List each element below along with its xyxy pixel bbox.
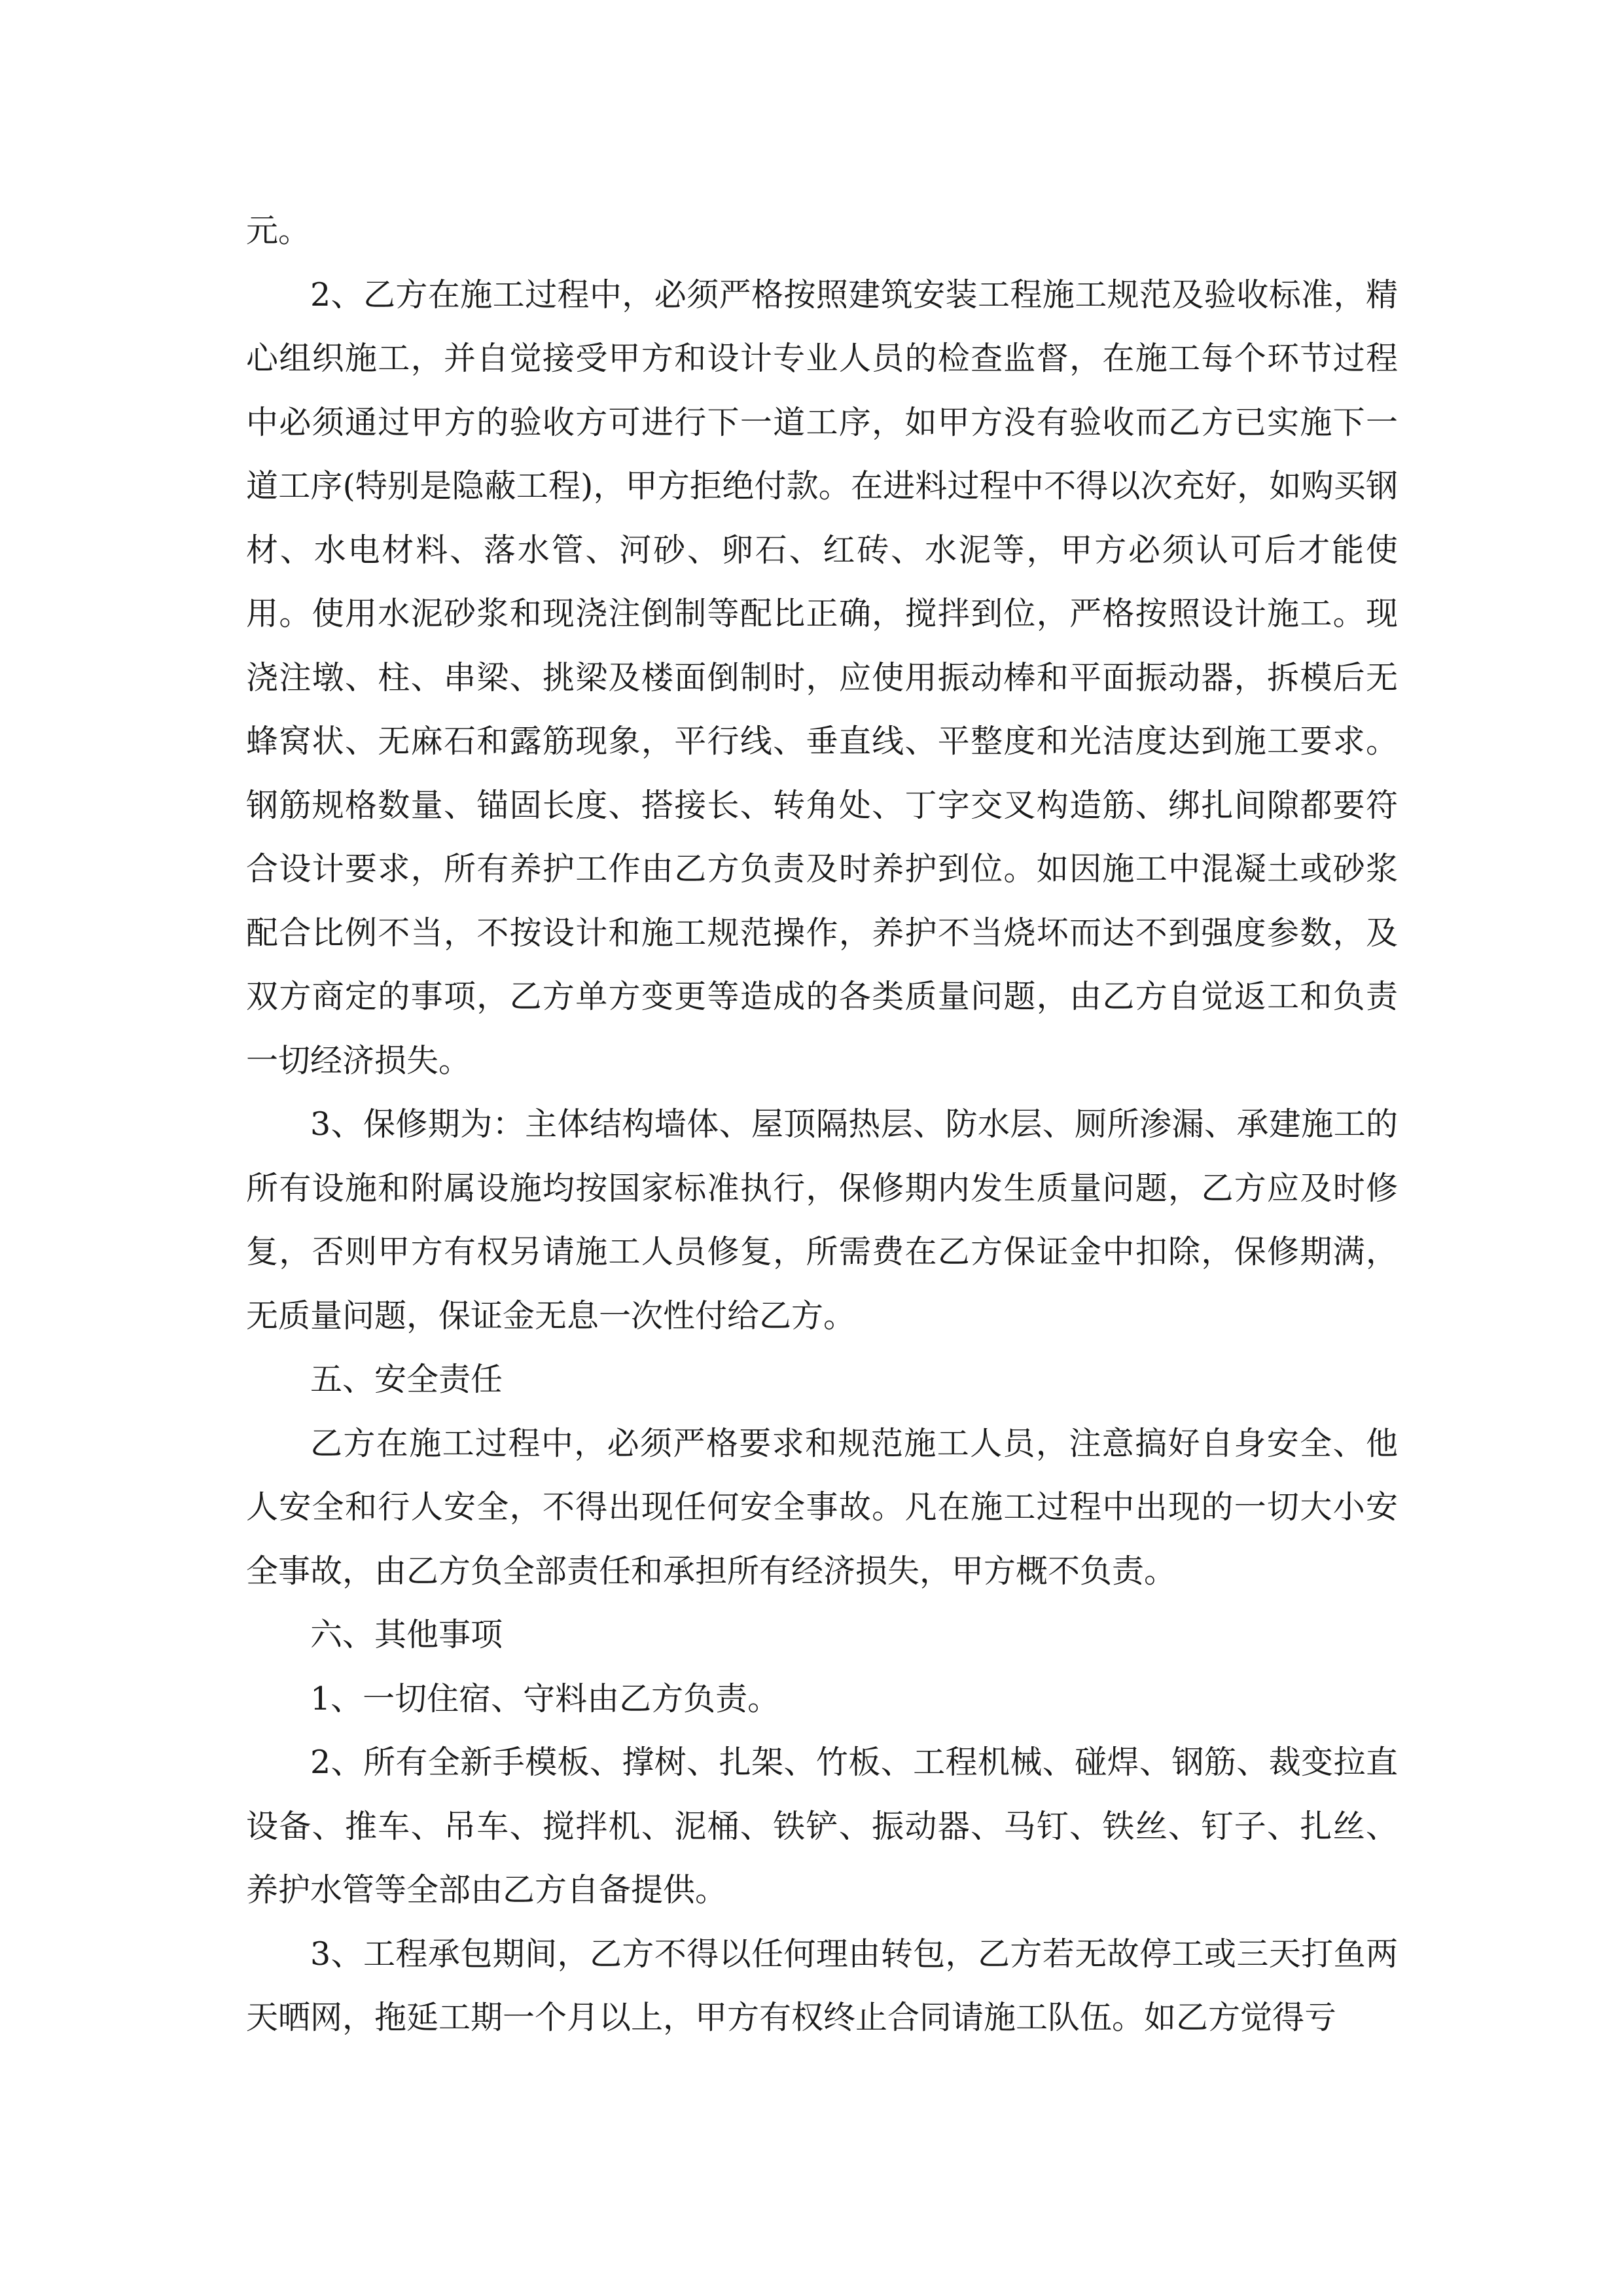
paragraph-safety: 乙方在施工过程中，必须严格要求和规范施工人员，注意搞好自身安全、他人安全和行人安全，不得出现任何安全事故。凡在施工过程中出现的一切大小安全事故，由乙方负全部责任和承担所有经济损失，甲方概不负责。 bbox=[246, 1424, 1398, 1590]
paragraph-other-1: 1、一切住宿、守料由乙方负责。 bbox=[310, 1679, 780, 1717]
paragraph-continuation: 元。 bbox=[246, 212, 311, 249]
section-heading-other: 六、其他事项 bbox=[310, 1616, 503, 1653]
document-body bbox=[246, 199, 1398, 2050]
paragraph-warranty-clause-3: 3、保修期为：主体结构墙体、屋顶隔热层、防水层、厕所渗漏、承建施工的所有设施和附属设施均按国家标准执行，保修期内发生质量问题，乙方应及时修复，否则甲方有权另请施工人员修复，所需费在乙方保证金中扣除，保修期满，无质量问题，保证金无息一次性付给乙方。 bbox=[246, 1105, 1398, 1335]
paragraph-other-2: 2、所有全新手模板、撑树、扎架、竹板、工程机械、碰焊、钢筋、裁变拉直设备、推车、吊车、搅拌机、泥桶、铁铲、振动器、马钉、铁丝、钉子、扎丝、养护水管等全部由乙方自备提供。 bbox=[246, 1744, 1398, 1909]
section-heading-safety: 五、安全责任 bbox=[310, 1361, 503, 1398]
paragraph-other-3: 3、工程承包期间，乙方不得以任何理由转包，乙方若无故停工或三天打鱼两天晒网，拖延工期一个月以上，甲方有权终止合同请施工队伍。如乙方觉得亏 bbox=[246, 1935, 1398, 2036]
paragraph-quality-clause-2: 2、乙方在施工过程中，必须严格按照建筑安装工程施工规范及验收标准，精心组织施工，并自觉接受甲方和设计专业人员的检查监督，在施工每个环节过程中必须通过甲方的验收方可进行下一道工序，如甲方没有验收而乙方已实施下一道工序(特别是隐蔽工程)，甲方拒绝付款。在进料过程中不得以次充好，如购买钢材、水电材料、落水管、河砂、卵石、红砖、水泥等，甲方必须认可后才能使用。使用水泥砂浆和现浇注倒制等配比正确，搅拌到位，严格按照设计施工。现浇注墩、柱、串梁、挑梁及楼面倒制时，应使用振动棒和平面振动器，拆模后无蜂窝状、无麻石和露筋现象，平行线、垂直线、平整度和光洁度达到施工要求。钢筋规格数量、锚固长度、搭接长、转角处、丁字交叉构造筋、绑扎间隙都要符合设计要求，所有养护工作由乙方负责及时养护到位。如因施工中混凝土或砂浆配合比例不当，不按设计和施工规范操作，养护不当烧坏而达不到强度参数，及双方商定的事项，乙方单方变更等造成的各类质量问题，由乙方自觉返工和负责一切经济损失。 bbox=[246, 276, 1399, 1079]
